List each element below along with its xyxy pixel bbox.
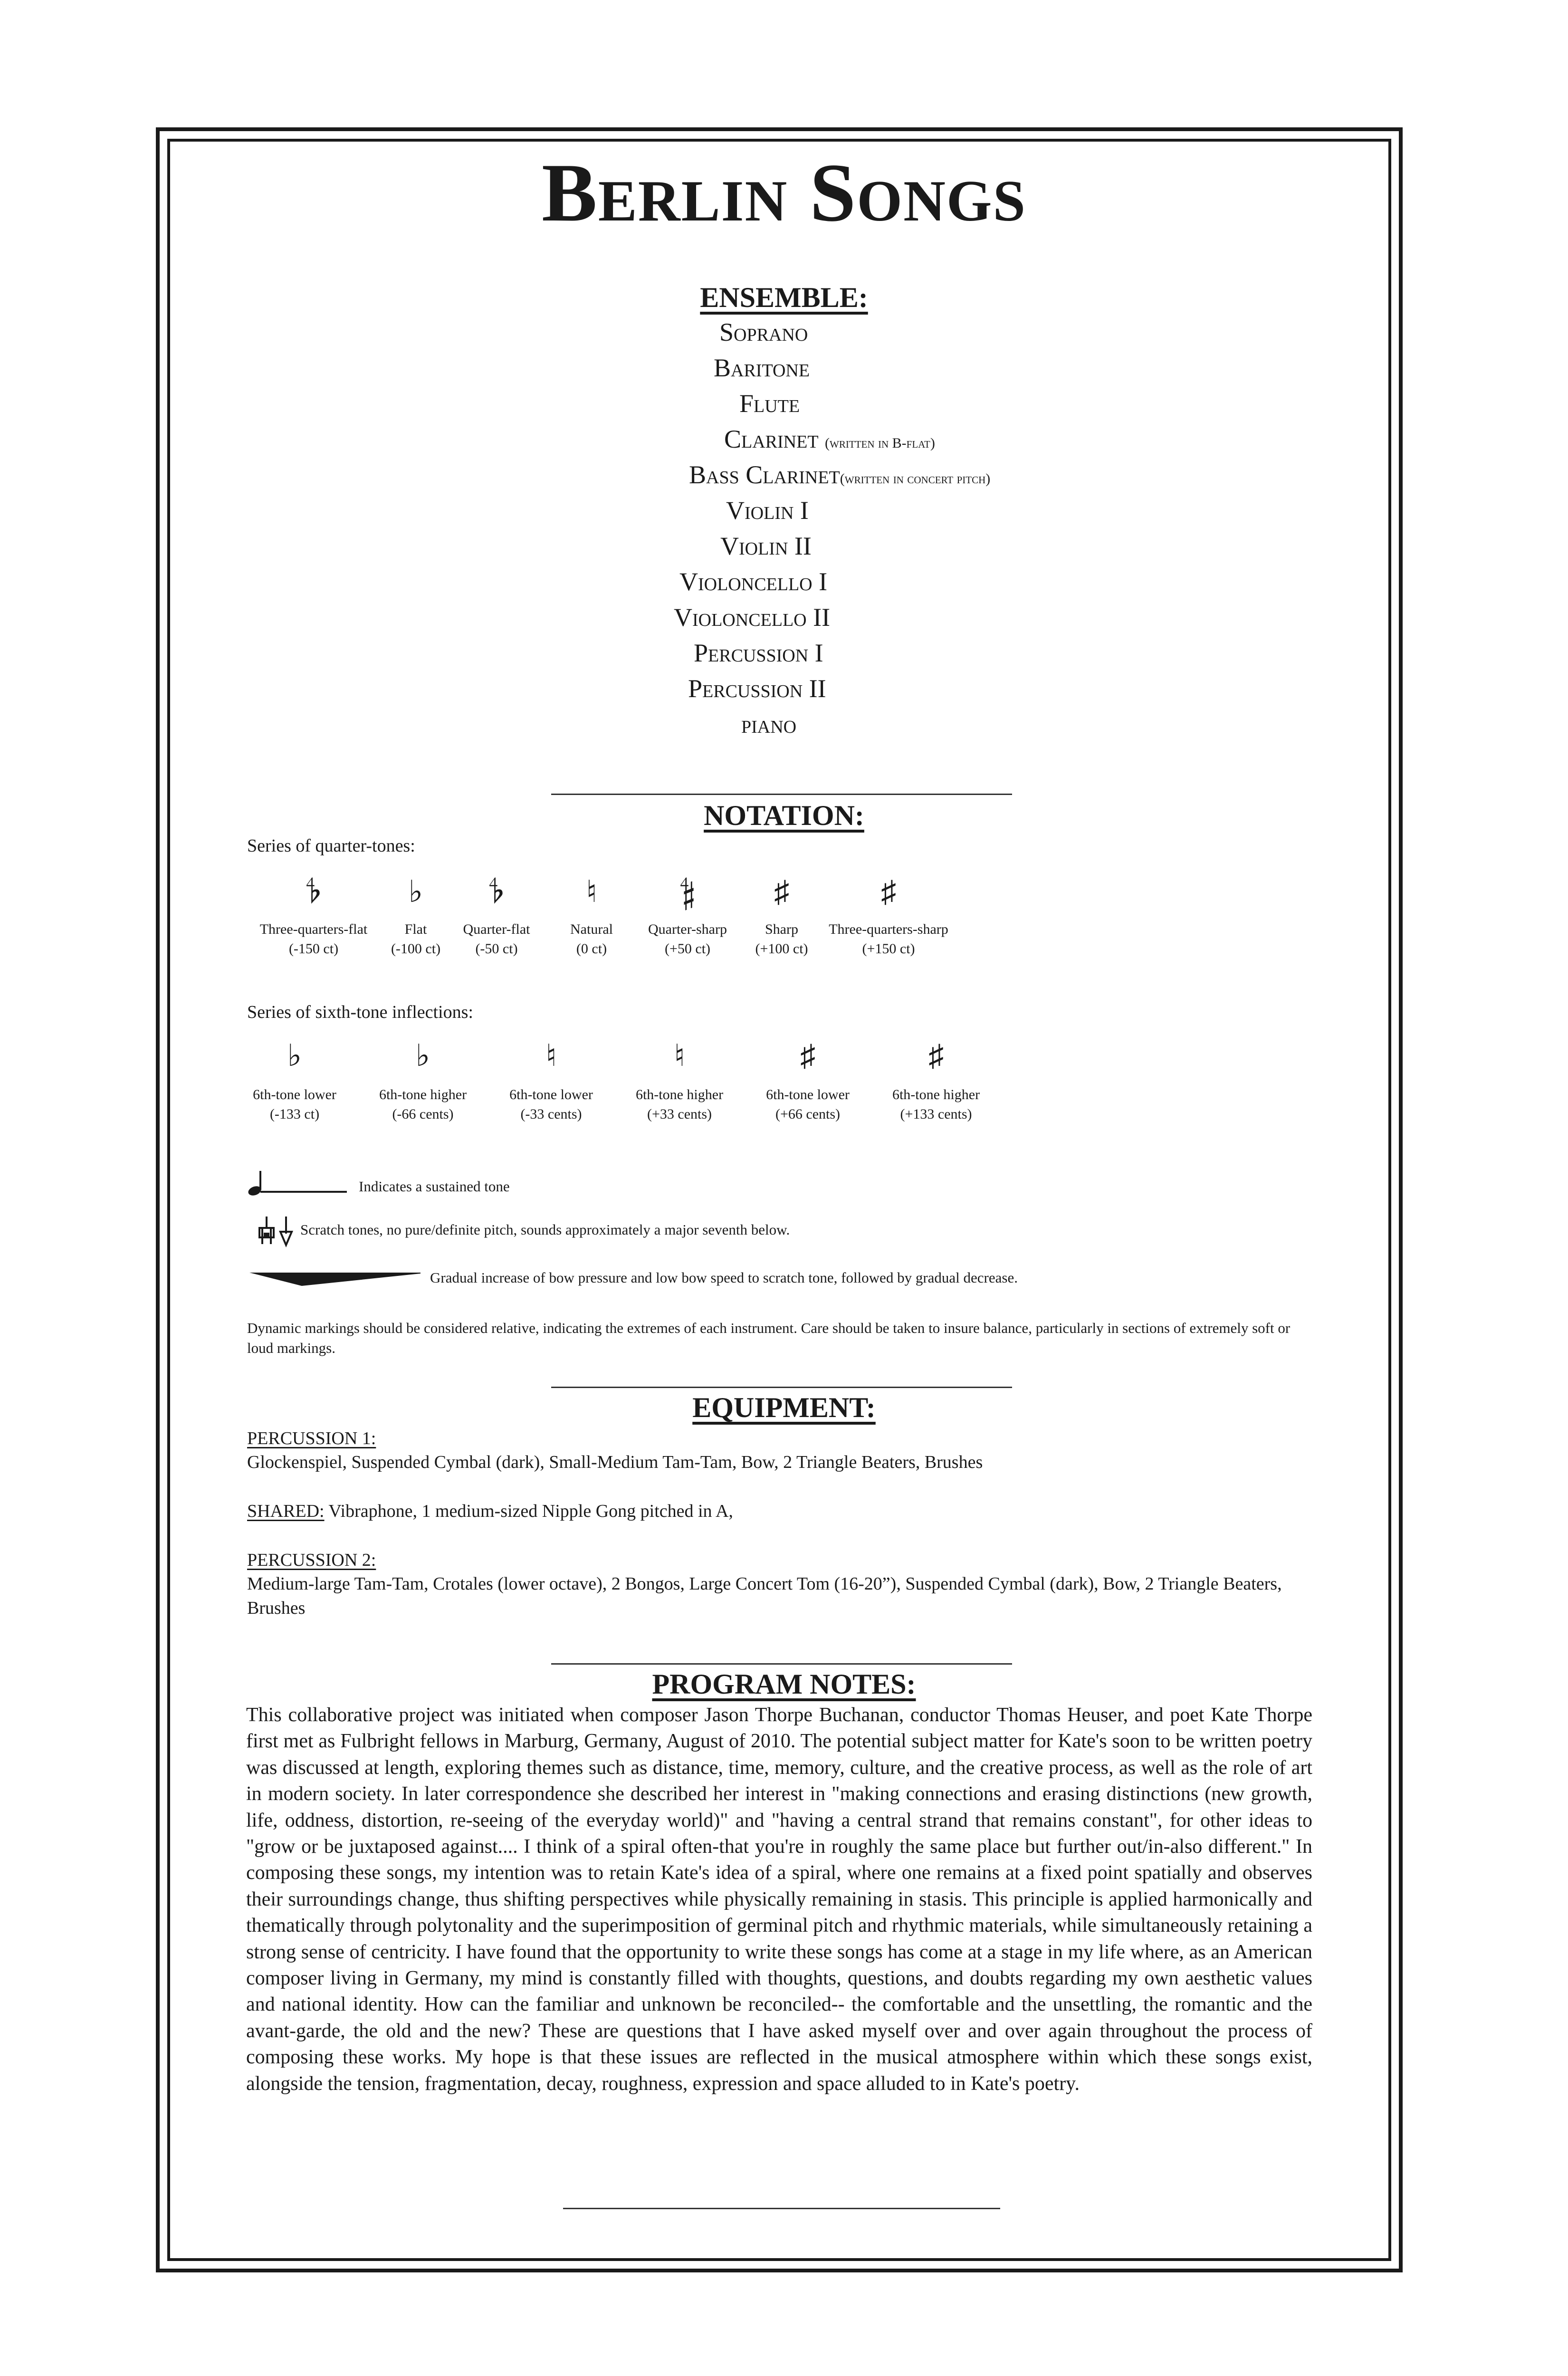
sixth-tone-label: 6th-tone higher (+133 cents) xyxy=(892,1087,980,1122)
natural-icon: ♮ xyxy=(586,875,597,909)
shared-equipment: SHARED: Vibraphone, 1 medium-sized Nipple Gong pitched in A, xyxy=(247,1501,733,1521)
divider-equipment xyxy=(551,1387,1012,1388)
ensemble-item-percussion-2: Percussion II xyxy=(688,674,826,703)
page-title: Berlin Songs xyxy=(542,146,1026,239)
sixth-tone-lower-sharp-icon: ♯ xyxy=(800,1039,815,1073)
program-notes-heading: PROGRAM NOTES: xyxy=(652,1668,916,1700)
bow-pressure-wedge-icon xyxy=(249,1270,425,1289)
sixth-tone-label: 6th-tone higher (+33 cents) xyxy=(635,1087,724,1122)
equipment-heading: EQUIPMENT: xyxy=(692,1392,876,1423)
quarter-tone-label: Natural (0 ct) xyxy=(570,921,613,957)
quarter-sharp-icon: 𝄲 xyxy=(680,875,695,909)
percussion-2-label: PERCUSSION 2: xyxy=(247,1550,376,1570)
sharp-icon: ♯ xyxy=(774,875,789,909)
scratch-tone-text: Scratch tones, no pure/definite pitch, sounds approximately a major seventh below. xyxy=(300,1221,790,1238)
quarter-tone-label: Quarter-flat (-50 ct) xyxy=(463,921,530,957)
bass-clarinet-note: (written in concert pitch) xyxy=(840,471,991,487)
quarter-tone-label: Flat (-100 ct) xyxy=(391,921,441,957)
ensemble-item-clarinet: Clarinet (written in B-flat) xyxy=(724,425,935,453)
bow-pressure-text: Gradual increase of bow pressure and low bow speed to scratch tone, followed by gradual decrease. xyxy=(430,1269,1018,1286)
percussion-2-text: Medium-large Tam-Tam, Crotales (lower octave), 2 Bongos, Large Concert Tom (16-20”), Suspended Cymbal (dark), Bow, 2 Triangle Beaters, Brushes xyxy=(247,1574,1282,1619)
ensemble-item-piano: piano xyxy=(741,710,797,738)
dynamics-text: Dynamic markings should be considered relative, indicating the extremes of each instrument. Care should be taken to insure balance, particularly in sections of extremely soft or loud markings. xyxy=(247,1320,1291,1356)
sixth-tone-lower-flat-icon: ♭ xyxy=(287,1039,302,1073)
sixth-tone-higher-flat-icon: ♭ xyxy=(415,1039,430,1073)
sixth-tones-label: Series of sixth-tone inflections: xyxy=(247,1002,473,1022)
program-notes-text: This collaborative project was initiated when composer Jason Thorpe Buchanan, conductor Thomas Heuser, and poet Kate Thorpe first met as Fulbright fellows in Marburg, Germany, August of 2010. The potential subject matter for Kate's soon to be written poetry was discussed at length, exploring themes such as distance, time, memory, culture, and the creative process, as well as the role of art in modern society. In later correspondence she described her interest in "making connections and erasing distinctions (new growth, life, oddness, distortion, re-seeing of the everyday world)" and "having a central strand that remains constant", for other ideas to "grow or be juxtaposed against.... I think of a spiral often-that you're in roughly the same place but further out/in-also different." In composing these songs, my intention was to retain Kate's idea of a spiral, where one remains at a fixed point spatially and observes their surroundings change, thus shifting perspectives while physically remaining in stasis. This principle is applied harmonically and thematically through polytonality and the superimposition of germinal pitch and rhythmic materials, while simultaneously retaining a strong sense of centricity. I have found that the opportunity to write these songs has come at a stage in my life where, as an American composer living in Germany, my mind is constantly filled with thoughts, questions, and doubts regarding my own aesthetic values and national identity. How can the familiar and unknown be reconciled-- the comfortable and the unsettling, the romantic and the avant-garde, the old and the new? These are questions that I have asked myself over and over again throughout the process of composing these works. My hope is that these issues are reflected in the musical atmosphere within which these songs exist, alongside the tension, fragmentation, decay, roughness, expression and space alluded to in Kate's poetry. xyxy=(246,1704,1312,2095)
sixth-tone-label: 6th-tone lower (-33 cents) xyxy=(509,1087,593,1122)
sustained-tone-icon xyxy=(247,1169,352,1198)
divider-program-notes xyxy=(551,1663,1012,1665)
ensemble-heading: ENSEMBLE: xyxy=(700,282,868,313)
sixth-tone-lower-natural-icon: ♮ xyxy=(545,1039,557,1073)
ensemble-item-violoncello-1: Violoncello I xyxy=(679,567,828,596)
ensemble-item-violin-2: Violin II xyxy=(720,532,812,560)
quarter-flat-icon: 𝄳 xyxy=(489,875,504,909)
ensemble-item-baritone: Baritone xyxy=(714,354,810,382)
quarter-tone-label: Three-quarters-sharp (+150 ct) xyxy=(829,921,948,957)
scratch-tone-arrow-icon xyxy=(279,1215,298,1248)
percussion-1-text: Glockenspiel, Suspended Cymbal (dark), Small-Medium Tam-Tam, Bow, 2 Triangle Beaters, Brushes xyxy=(247,1452,983,1472)
flat-icon: ♭ xyxy=(408,875,423,909)
ensemble-item-violoncello-2: Violoncello II xyxy=(674,603,831,632)
percussion-1-label: PERCUSSION 1: xyxy=(247,1428,376,1448)
divider-notation xyxy=(551,794,1012,795)
clarinet-note: (written in B-flat) xyxy=(825,435,935,451)
ensemble-item-percussion-1: Percussion I xyxy=(694,639,823,667)
sixth-tone-higher-natural-icon: ♮ xyxy=(674,1039,685,1073)
three-quarters-sharp-icon: ♯ xyxy=(881,875,896,909)
sixth-tone-label: 6th-tone lower (+66 cents) xyxy=(766,1087,850,1122)
ensemble-item-flute: Flute xyxy=(739,389,800,418)
ensemble-item-violin-1: Violin I xyxy=(726,496,809,525)
sixth-tone-higher-sharp-icon: ♯ xyxy=(928,1039,944,1073)
three-quarters-flat-icon: 𝄳 xyxy=(306,875,321,909)
ensemble-item-bass-clarinet: Bass Clarinet(written in concert pitch) xyxy=(689,460,991,489)
sixth-tone-label: 6th-tone lower (-133 ct) xyxy=(253,1087,336,1122)
sustained-tone-text: Indicates a sustained tone xyxy=(359,1178,510,1195)
quarter-tone-label: Quarter-sharp (+50 ct) xyxy=(648,921,727,957)
notation-heading: NOTATION: xyxy=(704,800,864,831)
sixth-tone-label: 6th-tone higher (-66 cents) xyxy=(379,1087,467,1122)
divider-bottom xyxy=(563,2208,1000,2209)
ensemble-item-soprano: Soprano xyxy=(719,318,808,346)
quarter-tones-label: Series of quarter-tones: xyxy=(247,836,415,856)
quarter-tone-label: Sharp (+100 ct) xyxy=(755,921,808,957)
quarter-tone-label: Three-quarters-flat (-150 ct) xyxy=(259,921,368,957)
